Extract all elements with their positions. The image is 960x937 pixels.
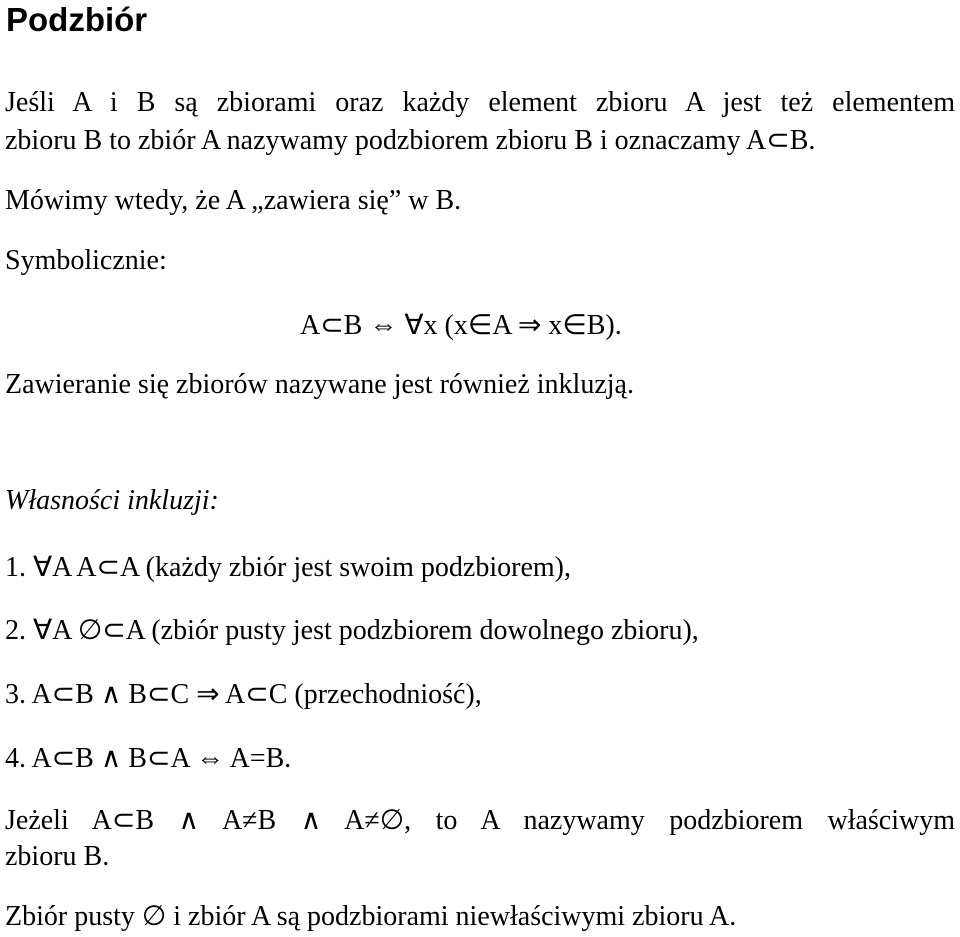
proper-subset-line-1: Jeżeli A⊂B ∧ A≠B ∧ A≠∅, to A nazywamy podzbiorem właściwym [5, 805, 955, 836]
properties-heading: Własności inkluzji: [5, 485, 219, 516]
inclusion-note: Zawieranie się zbiorów nazywane jest również inkluzją. [5, 369, 634, 400]
property-item-4: 4. A⊂B ∧ B⊂A ⇔ A=B. [5, 743, 292, 774]
property-item-1: 1. ∀A A⊂A (każdy zbiór jest swoim podzbiorem), [5, 552, 571, 583]
property-item-3: 3. A⊂B ∧ B⊂C ⇒ A⊂C (przechodniość), [5, 679, 482, 710]
subset-formula: A⊂B ⇔ ∀x (x∈A ⇒ x∈B). [300, 310, 622, 341]
page-title: Podzbiór [6, 1, 148, 38]
property-item-2: 2. ∀A ∅⊂A (zbiór pusty jest podzbiorem dowolnego zbioru), [5, 615, 699, 646]
proper-subset-line-2: zbioru B. [5, 841, 110, 872]
definition-line-3: Mówimy wtedy, że A „zawiera się” w B. [5, 185, 462, 216]
symbolic-label: Symbolicznie: [5, 245, 167, 276]
improper-subsets-note: Zbiór pusty ∅ i zbiór A są podzbiorami niewłaściwymi zbioru A. [5, 901, 737, 932]
definition-line-1: Jeśli A i B są zbiorami oraz każdy element zbioru A jest też elementem [5, 87, 955, 118]
definition-line-2: zbioru B to zbiór A nazywamy podzbiorem zbioru B i oznaczamy A⊂B. [5, 125, 816, 156]
